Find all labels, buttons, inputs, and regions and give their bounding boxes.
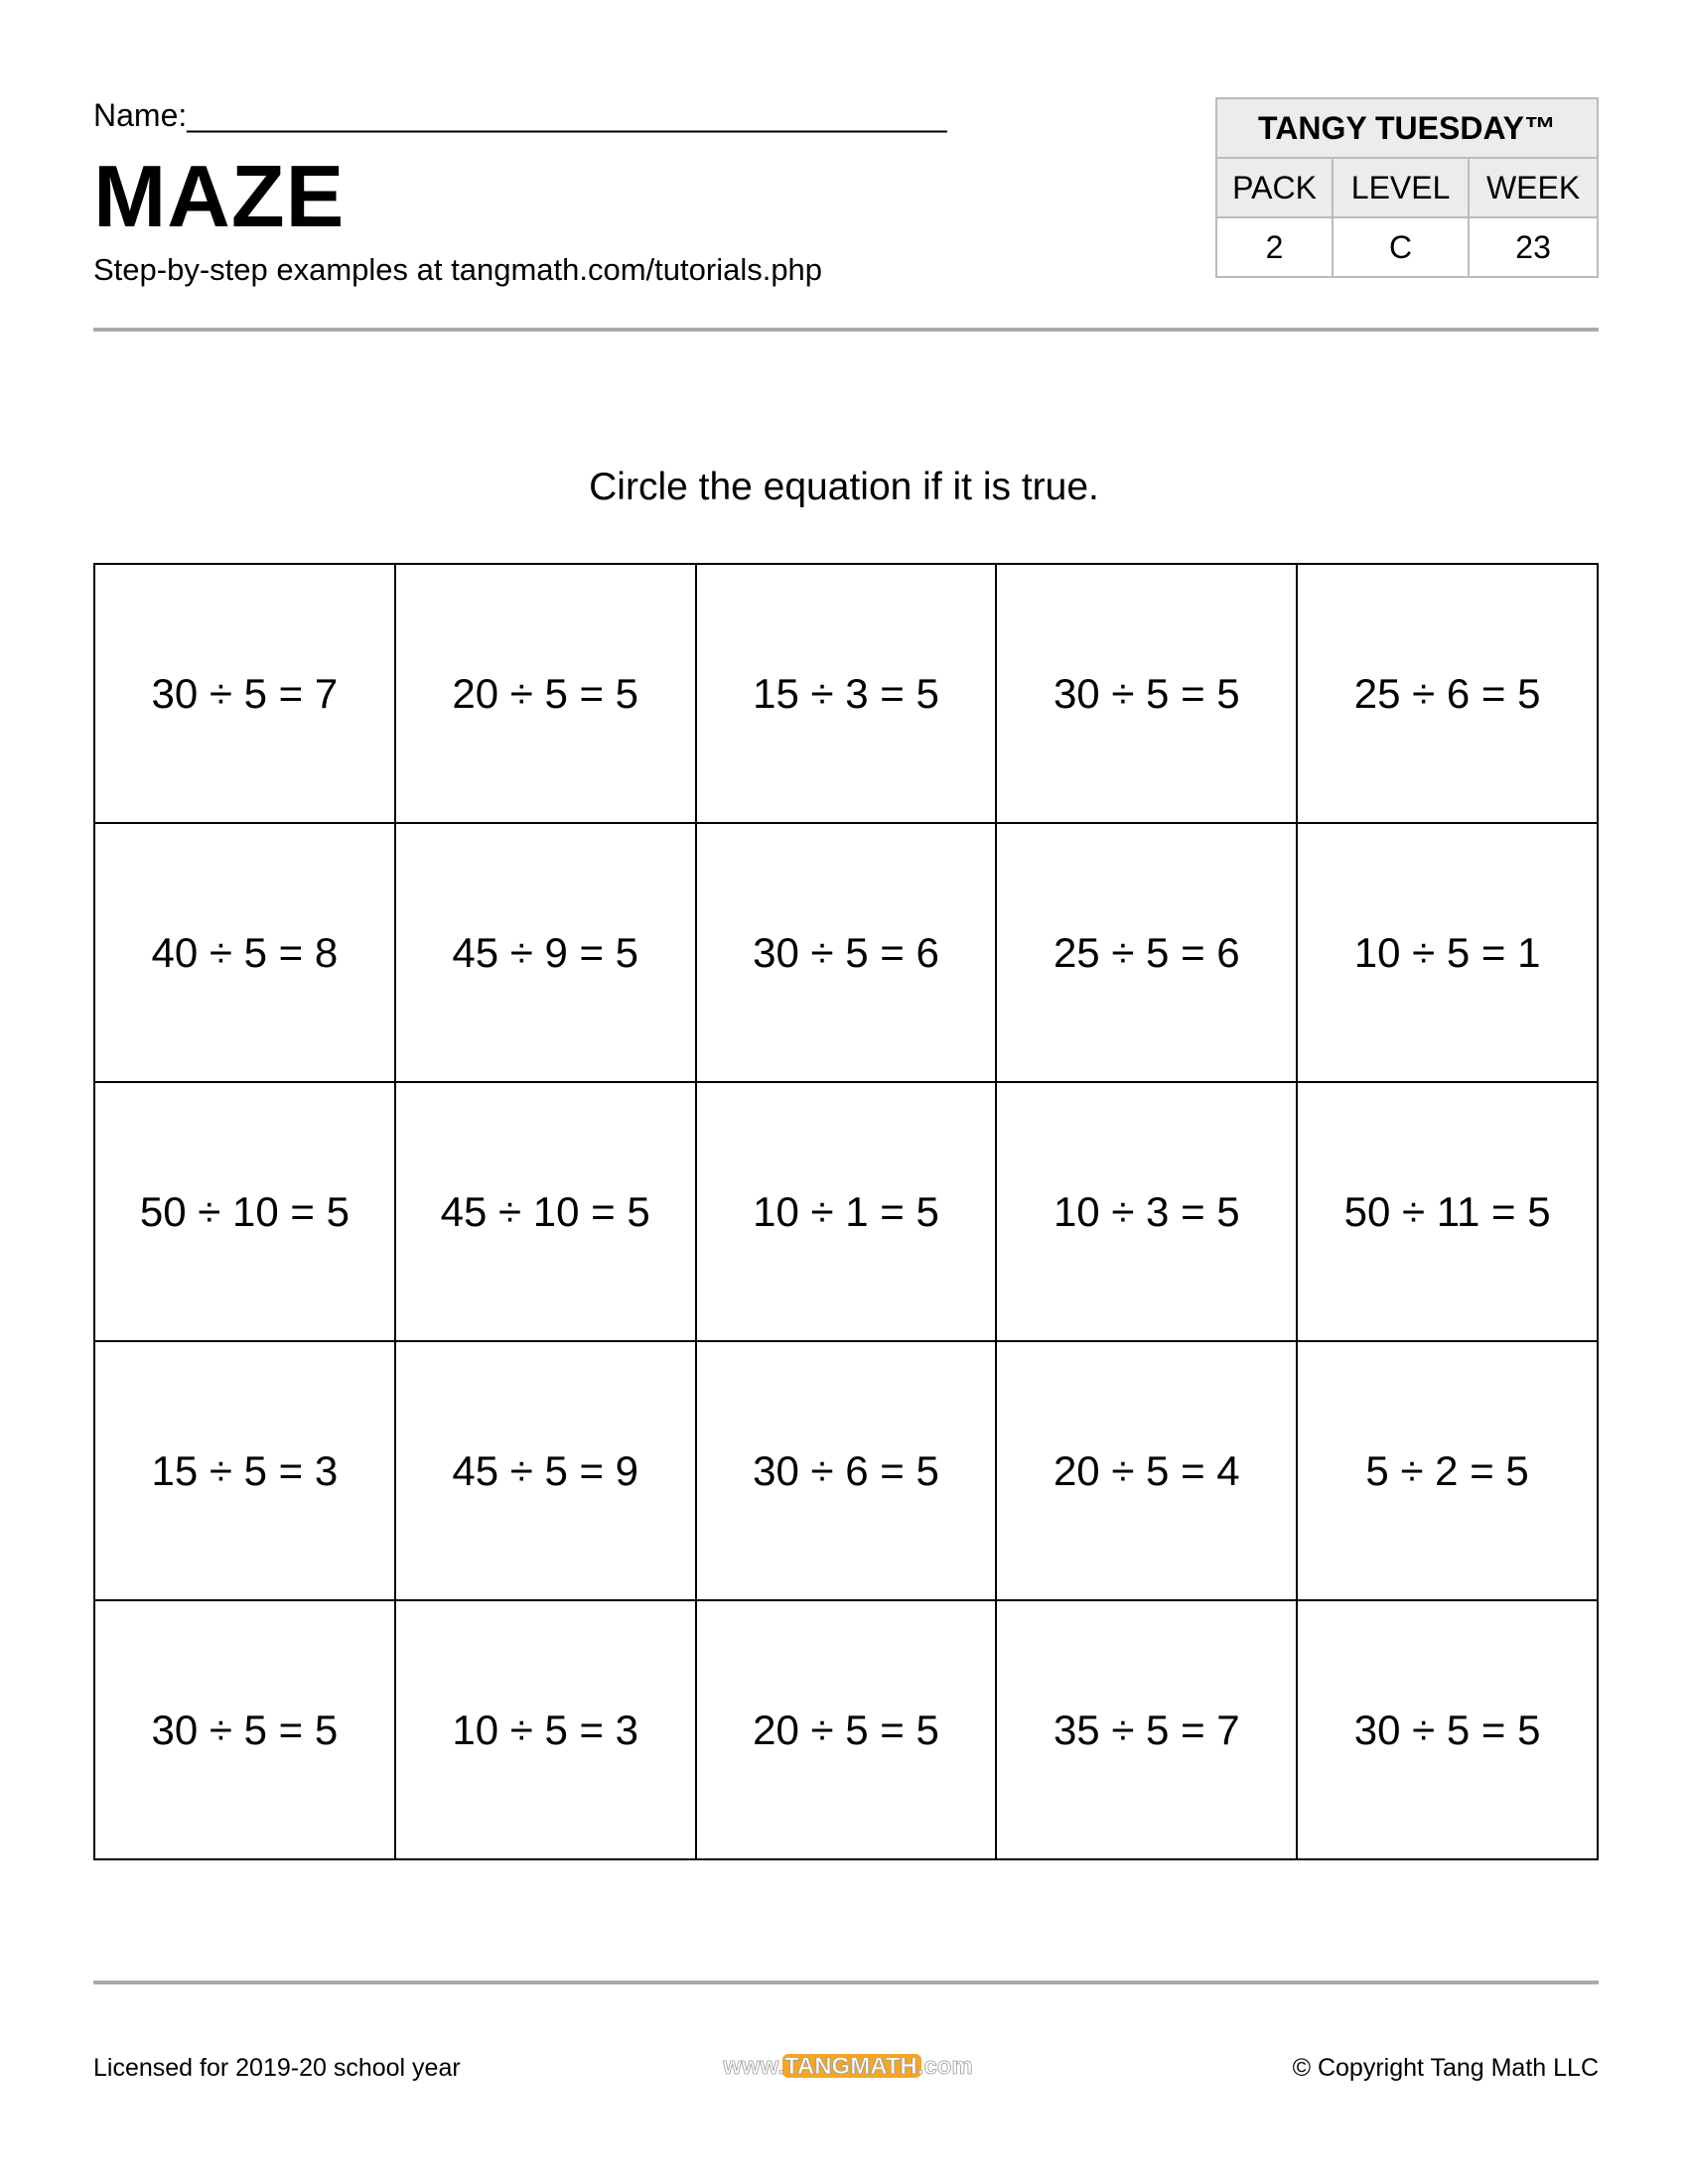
info-box-level-label: LEVEL (1333, 158, 1469, 217)
maze-cell[interactable]: 50 ÷ 11 = 5 (1297, 1082, 1598, 1341)
maze-cell[interactable]: 45 ÷ 9 = 5 (395, 823, 696, 1082)
maze-cell[interactable]: 5 ÷ 2 = 5 (1297, 1341, 1598, 1600)
maze-row (94, 823, 1598, 1082)
maze-cell[interactable]: 35 ÷ 5 = 7 (996, 1600, 1297, 1859)
maze-cell[interactable]: 40 ÷ 5 = 8 (94, 823, 395, 1082)
maze-cell[interactable]: 30 ÷ 5 = 6 (696, 823, 997, 1082)
maze-cell[interactable]: 10 ÷ 5 = 3 (395, 1600, 696, 1859)
maze-cell[interactable]: 45 ÷ 10 = 5 (395, 1082, 696, 1341)
instruction-text: Circle the equation if it is true. (589, 466, 1099, 508)
maze-cell[interactable]: 25 ÷ 6 = 5 (1297, 564, 1598, 823)
license-text: Licensed for 2019-20 school year (93, 2054, 461, 2082)
info-box-title: TANGY TUESDAY™ (1216, 98, 1598, 158)
info-box (1215, 97, 1599, 278)
logo-text: www.TANGMATH.com (723, 2053, 973, 2080)
footer-divider (93, 1980, 1599, 1984)
maze-row (94, 564, 1598, 823)
maze-cell[interactable]: 45 ÷ 5 = 9 (395, 1341, 696, 1600)
maze-cell[interactable]: 20 ÷ 5 = 4 (996, 1341, 1297, 1600)
maze-grid (93, 563, 1599, 1860)
maze-cell[interactable]: 30 ÷ 5 = 7 (94, 564, 395, 823)
maze-row (94, 1600, 1598, 1859)
tutorial-link-text: Step-by-step examples at tangmath.com/tutorials.php (93, 252, 823, 287)
info-box-week-label: WEEK (1469, 158, 1598, 217)
worksheet-title: MAZE (93, 147, 346, 245)
name-field-label: Name:___________________________________________ (93, 97, 947, 133)
tangmath-logo (701, 2051, 995, 2081)
maze-cell[interactable]: 20 ÷ 5 = 5 (395, 564, 696, 823)
maze-row (94, 1341, 1598, 1600)
maze-cell[interactable]: 15 ÷ 3 = 5 (696, 564, 997, 823)
maze-cell[interactable]: 20 ÷ 5 = 5 (696, 1600, 997, 1859)
maze-cell[interactable]: 25 ÷ 5 = 6 (996, 823, 1297, 1082)
maze-cell[interactable]: 10 ÷ 3 = 5 (996, 1082, 1297, 1341)
info-box-pack-value: 2 (1216, 217, 1333, 277)
copyright-text: © Copyright Tang Math LLC (1292, 2054, 1599, 2082)
info-box-pack-label: PACK (1216, 158, 1333, 217)
maze-cell[interactable]: 15 ÷ 5 = 3 (94, 1341, 395, 1600)
info-box-week-value: 23 (1469, 217, 1598, 277)
info-box-level-value: C (1333, 217, 1469, 277)
maze-cell[interactable]: 10 ÷ 1 = 5 (696, 1082, 997, 1341)
maze-cell[interactable]: 30 ÷ 5 = 5 (1297, 1600, 1598, 1859)
header-divider (93, 328, 1599, 332)
maze-cell[interactable]: 10 ÷ 5 = 1 (1297, 823, 1598, 1082)
maze-cell[interactable]: 30 ÷ 6 = 5 (696, 1341, 997, 1600)
maze-cell[interactable]: 30 ÷ 5 = 5 (94, 1600, 395, 1859)
maze-cell[interactable]: 50 ÷ 10 = 5 (94, 1082, 395, 1341)
maze-cell[interactable]: 30 ÷ 5 = 5 (996, 564, 1297, 823)
maze-row (94, 1082, 1598, 1341)
